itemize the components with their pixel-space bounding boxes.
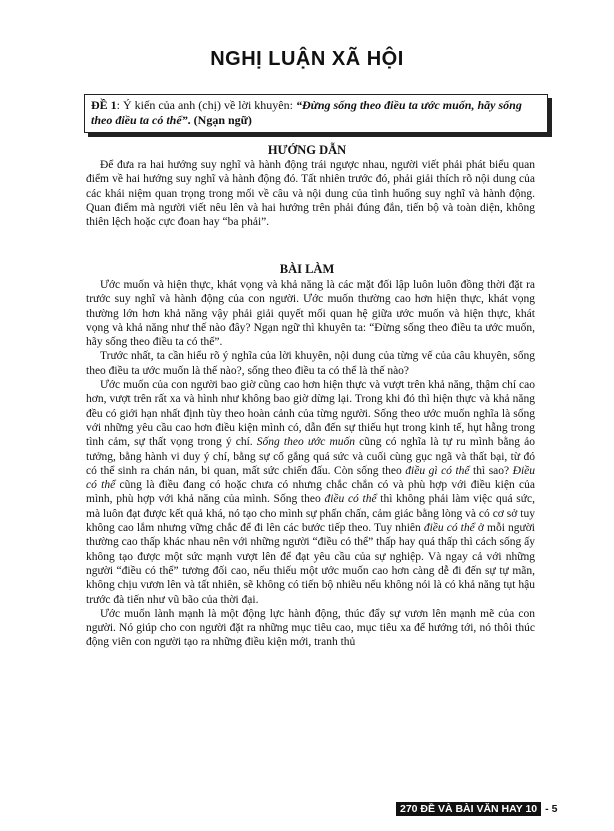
question-source: . (Ngạn ngữ) <box>187 113 252 127</box>
essay-p3-part: thì sao? <box>469 464 513 477</box>
essay-p3-emphasis: điều gì có thể <box>405 464 470 477</box>
question-intro: : Ý kiến của anh (chị) về lời khuyên: <box>116 98 296 112</box>
essay-paragraph-1: Ước muốn và hiện thực, khát vọng và khả năng là các mặt đối lập luôn luôn đồng thời đặt ra trước suy nghĩ và hành động của con người. Ước muốn thường cao hơn hiện thực, khát vọng thường lớn hơn khả năng vậy phải giải quyết mối quan hệ giữa ước muốn và hiện thực, khát vọng và khả năng như thế nào đây? Ngạn ngữ thì khuyên ta: “Đừng sống theo điều ta ước muốn, hãy sống theo điều ta có thể”. <box>86 279 535 349</box>
guide-heading: HƯỚNG DẪN <box>267 143 347 157</box>
essay-p3-part: cũng là điều đang có hoặc chưa có nhưng chắc chắn có và phù hợp với điều kiện của mình, phù hợp với khả năng của mình. Sống theo <box>86 479 535 506</box>
essay-p3-emphasis: Sống theo ước muốn <box>256 436 356 449</box>
essay-p3-emphasis: điều có thể <box>423 522 475 535</box>
essay-p3-emphasis: điều có thể <box>324 493 377 506</box>
page-footer <box>396 801 557 817</box>
essay-section <box>86 278 535 650</box>
essay-p3-emphasis: Điều có thể <box>86 464 536 492</box>
guide-section <box>86 158 535 229</box>
essay-paragraph-3 <box>86 378 535 607</box>
essay-paragraph-2: Trước nhất, ta cần hiểu rõ ý nghĩa của lời khuyên, nội dung của từng vế của câu khuyên, sống theo điều ta ước muốn là thế nào?, sống theo điều ta có thể là thế nào? <box>86 350 535 377</box>
question-box <box>84 94 548 133</box>
essay-paragraph-4: Ước muốn lành mạnh là một động lực hành động, thúc đẩy sự vươn lên mạnh mẽ của con người. Nó giúp cho con người đặt ra những mục tiêu cao, mục tiêu xa để hướng tới, nó thôi thúc động viên con người tạo ra những điều kiện mới, tranh thủ <box>86 607 535 649</box>
question-number: ĐỀ 1 <box>91 98 117 112</box>
essay-p3-part: Ước muốn của con người bao giờ cũng cao hơn hiện thực và vượt trên khả năng, thậm chí cao hơn, vượt trên rất xa và hình như không bao giờ dừng lại. Trong khi đó thì hiện thực và khả năng đều có giới hạn nhất định tùy theo hoàn cảnh của từng người. Sống theo ước muốn nghĩa là sống với những yêu cầu cao hơn điều kiện mình có, dẫn đến sự thiếu hụt trong kinh tế, hụt hẫng trong tình cảm, sự thất vọng trong ý chí. <box>86 379 535 449</box>
essay-p3-part: thì không phải làm việc quá sức, mà luôn đạt được kết quả khá, nó tạo cho mình sự phấn chấn, cảm giác bằng lòng và có cơ sở tuy không cao lắm nhưng vững chắc để đi lên các bước tiếp theo. Tuy nhiên <box>86 493 535 535</box>
essay-heading: BÀI LÀM <box>279 262 335 276</box>
essay-p3-part: cũng có nghĩa là tự ru mình bằng ảo tưởng, bằng hành vi duy ý chí, bằng sự cố gắng quá sức và cuối cùng gục ngã và thất bại, từ đó có thể sinh ra chán nản, bi quan, mất sức chiến đấu. Còn sống theo <box>86 436 535 477</box>
page-number: - 5 <box>545 803 558 815</box>
question-quote: “Đừng sống theo điều ta ước muốn, hãy sống theo điều ta có thể” <box>91 98 522 127</box>
book-title-tag: 270 ĐỀ VÀ BÀI VĂN HAY 10 <box>396 802 541 816</box>
essay-p3-part: ở mỗi người thường cao thấp khác nhau nên với những người “điều có thể” thấp hay quá thấp thì cách sống ấy không tạo được một sức mạnh vượt lên để đạt yêu cầu của sự nghiệp. Và ngay cả với những người “điều có thể” tương đối cao, nếu thiếu một ước muốn cao hơn càng dễ đi đến sự tự mãn, không chịu vươn lên và tất nhiên, sẽ không có tiến bộ nhiều nếu không nói là có khả năng tụt hậu trước đà tiến như vũ bão của thời đại. <box>86 522 535 606</box>
page-title: NGHỊ LUẬN XÃ HỘI <box>210 48 404 70</box>
guide-paragraph: Để đưa ra hai hướng suy nghĩ và hành động trái ngược nhau, người viết phải phát biểu quan điểm về hai hướng suy nghĩ và hành động đó. Tất nhiên trước đó, phải giải thích rõ nội dung của các khái niệm quan trọng trong mối về câu và nội dung của tình huống suy nghĩ và hành động. Quan điểm mà người viết nêu lên và hai hướng trên phải đúng đắn, tiến bộ và toàn diện, không thiên lệch hoặc cực đoan hay “ba phải”. <box>86 159 535 229</box>
